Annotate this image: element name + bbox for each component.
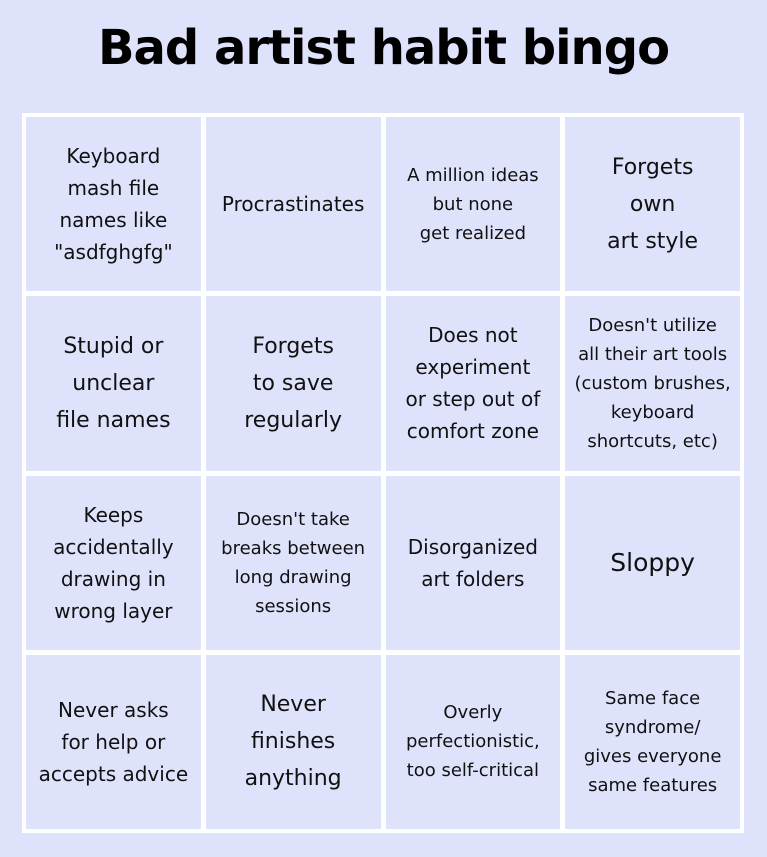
bingo-cell-label: Overly perfectionistic, too self-critical <box>406 702 540 782</box>
bingo-cell-label: Procrastinates <box>221 192 365 217</box>
bingo-cell-label: Same face syndrome/ gives everyone same features <box>583 687 722 796</box>
bingo-cell-does-not-experiment[interactable] <box>386 296 561 470</box>
bingo-cell-same-face-syndrome[interactable] <box>565 655 740 829</box>
bingo-cell-label: Sloppy <box>610 547 695 577</box>
bingo-cell-label: Forgets to save regularly <box>244 333 343 433</box>
bingo-cell-label: Keyboard mash file names like "asdfghgfg" <box>54 144 173 265</box>
bingo-cell-label: Does not experiment or step out of comfort zone <box>405 323 541 444</box>
bingo-cell-never-finishes[interactable] <box>206 655 381 829</box>
bingo-cell-label: Doesn't take breaks between long drawing sessions <box>221 508 366 617</box>
bingo-board <box>22 113 744 833</box>
bingo-cell-doesnt-utilize-art-tools[interactable] <box>565 296 740 470</box>
bingo-cell-wrong-layer[interactable] <box>26 476 201 650</box>
bingo-cell-forgets-to-save[interactable] <box>206 296 381 470</box>
bingo-cell-forgets-own-art-style[interactable] <box>565 117 740 291</box>
bingo-cell-million-ideas[interactable] <box>386 117 561 291</box>
bingo-cell-label: A million ideas but none get realized <box>407 164 539 244</box>
bingo-cell-label: Never asks for help or accepts advice <box>38 697 189 786</box>
bingo-cell-disorganized-folders[interactable] <box>386 476 561 650</box>
bingo-cell-label: Never finishes anything <box>244 692 342 792</box>
bingo-cell-never-asks-for-help[interactable] <box>26 655 201 829</box>
bingo-cell-stupid-file-names[interactable] <box>26 296 201 470</box>
bingo-cell-overly-perfectionistic[interactable] <box>386 655 561 829</box>
bingo-cell-label: Disorganized art folders <box>407 534 538 591</box>
page-title: Bad artist habit bingo <box>97 20 670 76</box>
bingo-cell-label: Stupid or unclear file names <box>56 333 171 433</box>
bingo-cell-keyboard-mash-file-names[interactable] <box>26 117 201 291</box>
bingo-cell-no-breaks[interactable] <box>206 476 381 650</box>
bingo-cell-procrastinates[interactable] <box>206 117 381 291</box>
bingo-cell-label: Doesn't utilize all their art tools (custom brushes, keyboard shortcuts, etc) <box>574 314 731 452</box>
bingo-cell-label: Forgets own art style <box>607 154 699 254</box>
bingo-cell-label: Keeps accidentally drawing in wrong layer <box>53 502 174 623</box>
bingo-cell-sloppy[interactable] <box>565 476 740 650</box>
